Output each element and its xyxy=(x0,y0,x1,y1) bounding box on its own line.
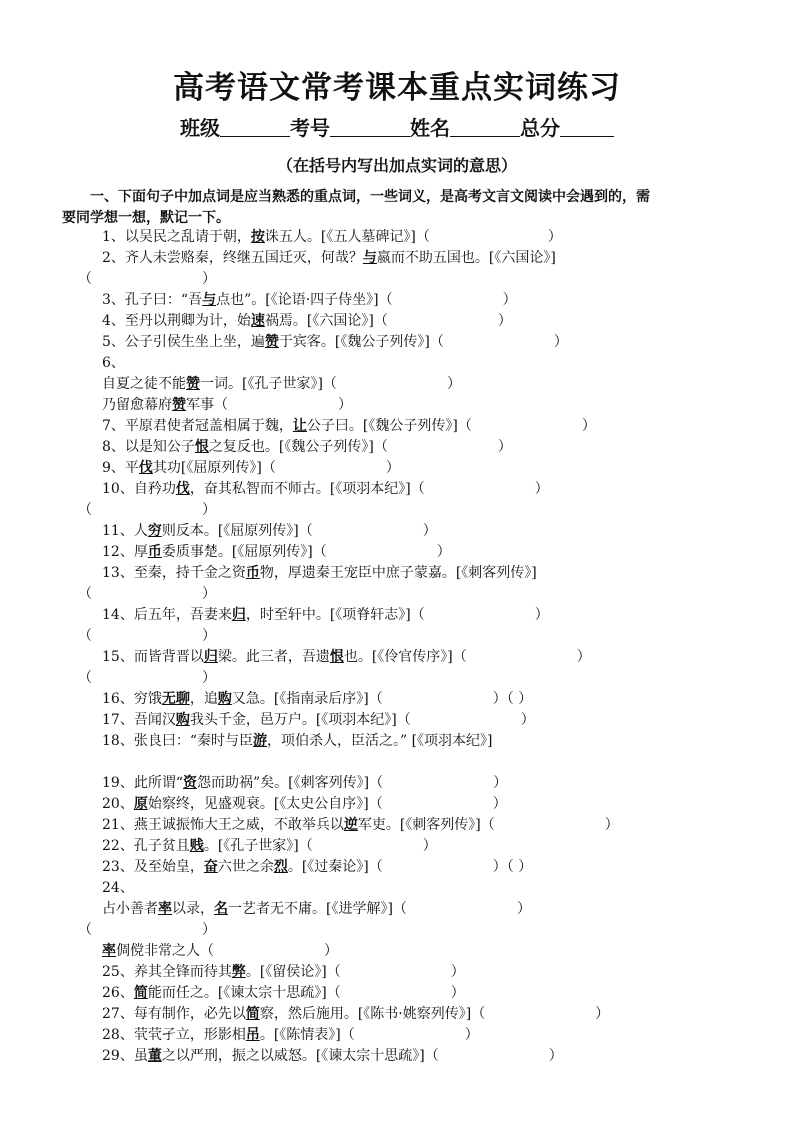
score-blank[interactable] xyxy=(560,118,614,137)
row-text: 1、以吴民之乱请于朝， xyxy=(102,229,251,245)
exercise-row xyxy=(102,899,531,919)
close-paren: ） xyxy=(202,586,216,602)
close-paren: ） xyxy=(202,628,216,644)
row-text: 24、 xyxy=(102,880,134,896)
row-text: 军事（ xyxy=(186,397,228,413)
row-text: 怨而助祸”矣。[《刺客列传》]（ xyxy=(196,775,384,791)
close-paren: ） xyxy=(547,229,562,245)
section-line-2: 要同学想一想，默记一下。 xyxy=(62,210,230,226)
row-text: （ xyxy=(78,271,92,287)
key-word: 奋 xyxy=(203,859,218,875)
exercise-row xyxy=(78,920,216,940)
row-text: 。[《孔子世家》]（ xyxy=(203,838,313,854)
key-word: 烈 xyxy=(273,859,288,875)
row-text: 祸焉。[《六国论》]（ xyxy=(264,313,388,329)
key-word: 赞 xyxy=(172,397,186,413)
row-text: （ xyxy=(78,502,92,518)
row-text: 察，然后施用。[《陈书·姚察列传》]（ xyxy=(259,1006,486,1022)
row-text: 5、公子引侯生坐上坐，遍 xyxy=(102,334,265,350)
close-paren: ） xyxy=(202,502,216,518)
row-text: 。[《留侯论》]（ xyxy=(245,964,341,980)
row-text: 以录， xyxy=(172,901,214,917)
row-text: （ xyxy=(78,670,92,686)
exercise-row xyxy=(102,857,532,877)
row-text: （ xyxy=(78,586,92,602)
row-text: ，奋其私智而不师古。[《项羽本纪》]（ xyxy=(189,481,425,497)
row-text: ，时至轩中。[《项脊轩志》]（ xyxy=(245,607,425,623)
exercise-row xyxy=(102,416,596,436)
row-text: 13、至秦，持千金之资 xyxy=(102,565,246,581)
exercise-row xyxy=(102,311,512,331)
row-text: 始察终，见盛观衰。[《太史公自序》]（ xyxy=(147,796,383,812)
exercise-row xyxy=(102,983,465,1003)
exercise-row xyxy=(102,353,125,373)
exercise-row xyxy=(102,836,437,856)
row-text: 诛五人。[《五人墓碑记》]（ xyxy=(264,229,430,245)
exercise-row xyxy=(102,290,517,310)
close-paren: ） xyxy=(464,1027,479,1043)
close-paren: ） xyxy=(450,964,465,980)
row-text: 26、 xyxy=(102,985,134,1001)
exercise-row xyxy=(102,878,134,898)
row-text: 2、齐人未尝赂秦，终继五国迁灭，何哉？ xyxy=(102,250,363,266)
row-text: 自夏之徒不能 xyxy=(102,376,186,392)
row-text: 我头千金，邑万户。[《项羽本纪》]（ xyxy=(189,712,411,728)
row-text: 25、养其全锋而待其 xyxy=(102,964,232,980)
section-heading xyxy=(62,187,740,229)
exam-no-blank[interactable] xyxy=(330,118,410,137)
key-word: 让 xyxy=(292,418,307,434)
exercise-row xyxy=(78,584,216,604)
row-text: 占小善者 xyxy=(102,901,158,917)
key-word: 原 xyxy=(133,796,148,812)
exam-no-label: 考号 xyxy=(290,116,330,140)
close-paren: ） xyxy=(202,922,216,938)
key-word: 董 xyxy=(147,1048,162,1064)
row-text: ，追 xyxy=(189,691,218,707)
key-word: 恨 xyxy=(329,649,344,665)
exercise-row xyxy=(102,437,512,457)
key-word: 购 xyxy=(175,712,190,728)
key-word: 按 xyxy=(250,229,265,245)
row-text: 又急。[《指南录后序》]（ xyxy=(231,691,383,707)
key-word: 率 xyxy=(102,943,116,959)
row-text: 9、平 xyxy=(102,460,139,476)
row-text: 12、厚 xyxy=(102,544,148,560)
key-word: 贱 xyxy=(189,838,204,854)
student-info-line xyxy=(0,112,794,141)
key-word: 币 xyxy=(245,565,260,581)
row-text: 17、吾闻汉 xyxy=(102,712,176,728)
exercise-row xyxy=(102,1025,479,1045)
close-paren: ） xyxy=(548,1048,563,1064)
close-paren: ） xyxy=(576,649,591,665)
key-word: 率 xyxy=(158,901,172,917)
close-paren: ） xyxy=(492,796,507,812)
row-text: 16、穷饿 xyxy=(102,691,162,707)
close-paren: ） xyxy=(581,418,596,434)
row-text: （ xyxy=(78,628,92,644)
close-paren: ） xyxy=(534,481,549,497)
exercise-row xyxy=(102,248,556,268)
row-text: 嬴而不助五国也。[《六国论》] xyxy=(376,250,556,266)
row-text: 其功[《屈原列传》]（ xyxy=(152,460,276,476)
close-paren: ） xyxy=(450,985,465,1001)
key-word: 无聊 xyxy=(161,691,190,707)
instruction: （在括号内写出加点实词的意思） xyxy=(276,156,517,175)
row-text: 22、孔子贫且 xyxy=(102,838,190,854)
key-word: 与 xyxy=(202,292,217,308)
row-text: 7、平原君使者冠盖相属于魏， xyxy=(102,418,293,434)
exercise-row xyxy=(102,458,400,478)
close-paren: ） xyxy=(497,439,512,455)
row-text: 。[《过秦论》]（ xyxy=(287,859,383,875)
row-text: 4、至丹以荆卿为计，始 xyxy=(102,313,251,329)
exercise-row xyxy=(102,479,549,499)
row-text: 27、每有制作，必先以 xyxy=(102,1006,246,1022)
class-blank[interactable] xyxy=(220,118,290,137)
row-text: 公子曰。[《魏公子列传》]（ xyxy=(306,418,472,434)
exercise-row xyxy=(78,668,216,688)
key-word: 穷 xyxy=(147,523,162,539)
row-text: 11、人 xyxy=(102,523,148,539)
close-paren: ） xyxy=(422,523,437,539)
close-paren: ） xyxy=(202,271,216,287)
section-line-1: 一、下面句子中加点词是应当熟悉的重点词，一些词义，是高考文言文阅读中会遇到的，需 xyxy=(90,189,650,205)
key-word: 赞 xyxy=(264,334,279,350)
exercise-row xyxy=(102,941,338,961)
exercise-row xyxy=(102,227,562,247)
close-paren: ） xyxy=(553,334,568,350)
exercise-row xyxy=(78,500,216,520)
close-paren: ） xyxy=(520,712,535,728)
row-text: 28、茕茕孑立，形影相 xyxy=(102,1027,246,1043)
exercise-row xyxy=(102,521,437,541)
row-text: 8、以是知公子 xyxy=(102,439,195,455)
key-word: 速 xyxy=(250,313,265,329)
key-word: 逆 xyxy=(343,817,358,833)
row-text: 之复反也。[《魏公子列传》]（ xyxy=(208,439,388,455)
row-text: 18、张良曰：“秦时与臣 xyxy=(102,733,253,749)
exercise-row xyxy=(102,773,507,793)
row-text: 梁。此三者，吾遗 xyxy=(217,649,330,665)
exercise-row xyxy=(102,332,568,352)
key-word: 伐 xyxy=(138,460,153,476)
exercise-row xyxy=(102,542,451,562)
row-text: （ xyxy=(78,922,92,938)
exercise-row xyxy=(102,563,537,583)
row-text: 14、后五年，吾妻来 xyxy=(102,607,232,623)
row-text: 委质事楚。[《屈原列传》]（ xyxy=(161,544,327,560)
key-word: 弊 xyxy=(231,964,246,980)
key-word: 简 xyxy=(133,985,148,1001)
close-paren: ） xyxy=(422,838,437,854)
row-text: 一艺者无不庸。[《进学解》]（ xyxy=(228,901,407,917)
close-paren: ） xyxy=(385,460,400,476)
row-text: 23、及至始皇， xyxy=(102,859,204,875)
close-paren: ） xyxy=(338,397,352,413)
close-paren: ） xyxy=(202,670,216,686)
row-text: 15、而皆背晋以 xyxy=(102,649,204,665)
row-text: 21、燕王诚振怖大王之威，不敢举兵以 xyxy=(102,817,344,833)
exercise-row xyxy=(102,374,461,394)
row-text: 六世之余 xyxy=(217,859,274,875)
row-text: 则反本。[《屈原列传》]（ xyxy=(161,523,313,539)
key-word: 游 xyxy=(252,733,267,749)
exercise-row xyxy=(102,794,507,814)
row-text: 之以严刑，振之以威怒。[《谏太宗十思疏》]（ xyxy=(161,1048,439,1064)
row-text: 。[《陈情表》]（ xyxy=(259,1027,355,1043)
row-text: 点也”。[《论语·四子侍坐》]（ xyxy=(216,292,393,308)
row-text: 物，厚遗秦王宠臣中庶子蒙嘉。[《刺客列传》] xyxy=(259,565,537,581)
exercise-row xyxy=(102,605,549,625)
key-word: 赞 xyxy=(186,376,200,392)
exercise-row xyxy=(102,815,619,835)
exercise-row xyxy=(102,689,532,709)
key-word: 资 xyxy=(182,775,197,791)
score-label: 总分 xyxy=(520,116,560,140)
page-title: 高考语文常考课本重点实词练习 xyxy=(173,70,621,106)
exercise-row xyxy=(102,1004,609,1024)
close-paren: ） xyxy=(446,376,461,392)
close-paren: ） xyxy=(436,544,451,560)
exercise-row xyxy=(102,1046,563,1066)
key-word: 归 xyxy=(231,607,246,623)
close-paren: ） xyxy=(493,775,508,791)
key-word: 归 xyxy=(203,649,218,665)
key-word: 与 xyxy=(362,250,377,266)
close-paren: ）（ ） xyxy=(492,691,533,707)
row-text: 一词。[《孔子世家》]（ xyxy=(200,376,337,392)
row-text: 19、此所谓“ xyxy=(102,775,183,791)
exercise-row xyxy=(78,626,216,646)
class-label: 班级 xyxy=(180,116,220,140)
row-text: 倜傥非常之人（ xyxy=(116,943,214,959)
key-word: 恨 xyxy=(194,439,209,455)
row-text: 于宾客。[《魏公子列传》]（ xyxy=(278,334,444,350)
exercise-row xyxy=(102,710,535,730)
row-text: 乃留愈幕府 xyxy=(102,397,172,413)
row-text: 29、虽 xyxy=(102,1048,148,1064)
exercise-row xyxy=(102,395,352,415)
close-paren: ）（ ） xyxy=(492,859,533,875)
close-paren: ） xyxy=(324,943,338,959)
row-text: ，项伯杀人，臣活之。” [《项羽本纪》] xyxy=(266,733,493,749)
exercise-row xyxy=(102,647,591,667)
row-text: 3、孔子曰：“吾 xyxy=(102,292,203,308)
close-paren: ） xyxy=(534,607,549,623)
row-text: 6、 xyxy=(102,355,125,371)
key-word: 名 xyxy=(214,901,228,917)
row-text: 10、自矜功 xyxy=(102,481,176,497)
name-blank[interactable] xyxy=(450,118,520,137)
key-word: 吊 xyxy=(245,1027,260,1043)
row-text: 军吏。[《刺客列传》]（ xyxy=(357,817,495,833)
exercise-row xyxy=(102,731,493,751)
key-word: 简 xyxy=(245,1006,260,1022)
name-label: 姓名 xyxy=(410,116,450,140)
row-text: 也。[《伶官传序》]（ xyxy=(343,649,467,665)
exercise-row xyxy=(78,269,216,289)
close-paren: ） xyxy=(497,313,512,329)
key-word: 币 xyxy=(147,544,162,560)
row-text: 能而任之。[《谏太宗十思疏》]（ xyxy=(147,985,341,1001)
close-paren: ） xyxy=(502,292,517,308)
close-paren: ） xyxy=(604,817,619,833)
close-paren: ） xyxy=(595,1006,610,1022)
close-paren: ） xyxy=(516,901,531,917)
row-text: 20、 xyxy=(102,796,134,812)
exercise-row xyxy=(102,962,465,982)
key-word: 伐 xyxy=(175,481,190,497)
key-word: 购 xyxy=(217,691,232,707)
